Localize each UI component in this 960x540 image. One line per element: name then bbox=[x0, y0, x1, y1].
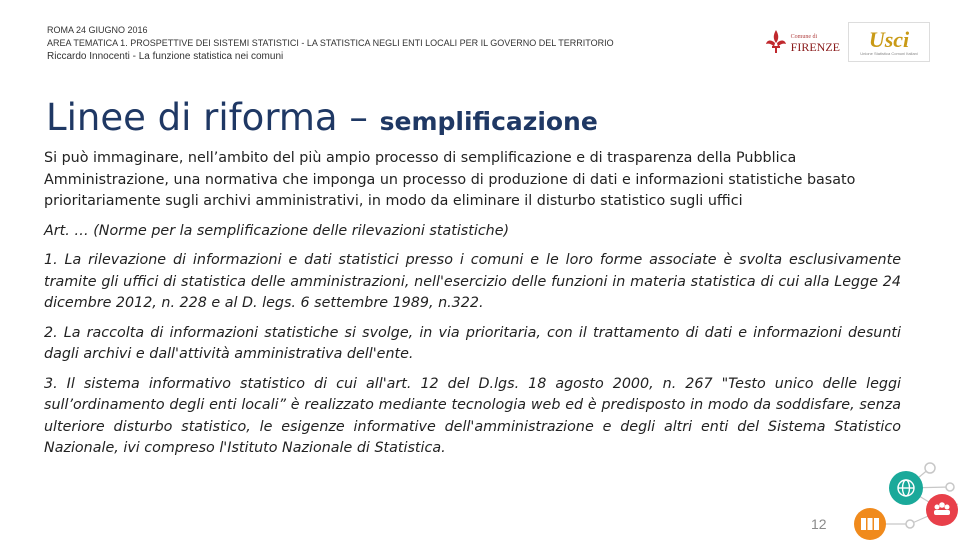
intro-paragraph: Si può immaginare, nell’ambito del più ampio processo di semplificazione e di trasparenza della Pubblica Amministrazione, una normativa che imponga un processo di produzione di dati e informazioni statistiche basato prioritariamente sugli archivi amministrativi, in modo da eliminare il disturbo statistico sugli uffici bbox=[44, 150, 856, 209]
network-decoration bbox=[830, 460, 960, 540]
slide-header bbox=[47, 24, 614, 63]
header-author: Riccardo Innocenti - La funzione statistica nei comuni bbox=[47, 51, 284, 62]
article-paragraph-2: 2. La raccolta di informazioni statistiche si svolge, in via prioritaria, con il trattamento di dati e informazioni desunti dagli archivi e dall'attività amministrativa dell'ente. bbox=[44, 324, 901, 362]
header-date: ROMA 24 GIUGNO 2016 bbox=[47, 25, 148, 35]
node-circle bbox=[925, 463, 935, 473]
slide-body bbox=[44, 148, 901, 468]
fleur-de-lis-icon bbox=[765, 29, 787, 55]
slide-title bbox=[46, 96, 598, 144]
article-paragraph-1: 1. La rilevazione di informazioni e dati statistici presso i comuni e le loro forme associate è svolta esclusivamente tramite gli uffici di statistica delle amministrazioni, nell'esercizio delle funzioni in materia statistica di cui alla Legge 24 dicembre 2012, n. 228 e al D. legs. 6 settembre 1989, n.322. bbox=[44, 252, 901, 311]
firenze-logo-top: Comune di bbox=[790, 34, 818, 40]
node-circle bbox=[946, 483, 954, 491]
firenze-logo-text: FIRENZE bbox=[790, 40, 840, 54]
page-number: 12 bbox=[811, 516, 827, 532]
firenze-logo bbox=[765, 29, 840, 55]
usci-logo-sub: Unione Statistica Comuni Italiani bbox=[860, 50, 918, 56]
header-area: AREA TEMATICA 1. PROSPETTIVE DEI SISTEMI STATISTICI - LA STATISTICA NEGLI ENTI LOCALI PER IL GOVERNO DEL TERRITORIO bbox=[47, 38, 614, 48]
usci-logo bbox=[848, 22, 930, 62]
article-heading: Art. … (Norme per la semplificazione delle rilevazioni statistiche) bbox=[44, 222, 510, 239]
title-main: Linee di riforma – bbox=[46, 96, 380, 139]
logos bbox=[765, 22, 930, 62]
article-paragraph-3: 3. Il sistema informativo statistico di cui all'art. 12 del D.lgs. 18 agosto 2000, n. 267 "Testo unico delle leggi sull’ordinamento degli enti locali” è realizzato mediante tecnologia web ed è predisposto in modo da soddisfare, senza ulteriore disturbo statistico, le esigenze informative dell'amministrazione e degli altri enti del Sistema Statistico Nazionale, ivi compreso l'Istituto Nazionale di Statistica. bbox=[44, 375, 901, 456]
usci-logo-text: Usci bbox=[868, 26, 910, 52]
title-sub: semplificazione bbox=[379, 107, 598, 136]
node-circle bbox=[906, 520, 914, 528]
